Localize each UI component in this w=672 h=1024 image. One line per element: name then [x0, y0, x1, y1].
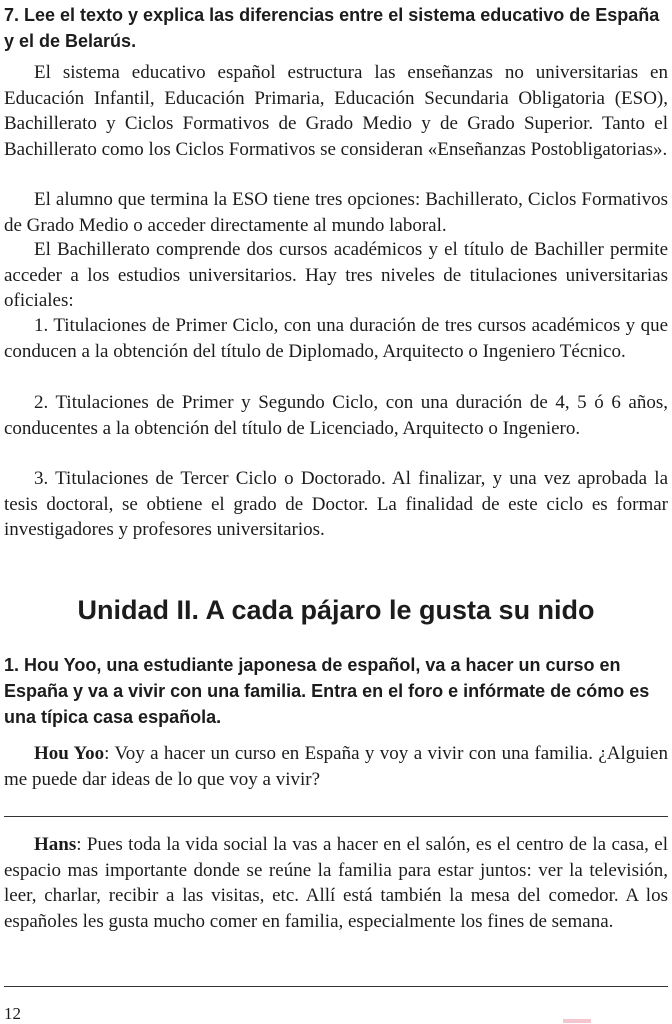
post-author: Hou Yoo — [34, 743, 105, 764]
post-text: : Voy a hacer un curso en España y voy a vivir con una familia. ¿Alguien me puede dar ideas de lo que voy a vivir? — [4, 743, 668, 790]
page-number: 12 — [4, 1004, 21, 1023]
exercise-7-paragraph-5: 2. Titulaciones de Primer y Segundo Ciclo, con una duración de 4, 5 ó 6 años, conducentes a la obtención del título de Licenciado, Arquitecto o Ingeniero. — [4, 392, 668, 439]
exercise-7-paragraph-6: 3. Titulaciones de Tercer Ciclo o Doctorado. Al finalizar, y una vez aprobada la tesis doctoral, se obtiene el grado de Doctor. La finalidad de este ciclo es formar investigadores y profesores universitarios. — [4, 468, 668, 540]
exercise-7-heading: 7. Lee el texto y explica las diferencias entre el sistema educativo de España y el de Belarús. — [4, 5, 660, 51]
forum-divider — [4, 816, 668, 817]
forum-post-hou-yoo — [4, 741, 668, 792]
unit-title: Unidad II. A cada pájaro le gusta su nido — [77, 595, 595, 625]
exercise-7-paragraph-2: El alumno que termina la ESO tiene tres opciones: Bachillerato, Ciclos Formativos de Grado Medio o acceder directamente al mundo laboral. — [4, 189, 668, 236]
exercise-7-paragraph-1: El sistema educativo español estructura las enseñanzas no universitarias en Educación Infantil, Educación Primaria, Educación Secundaria Obligatoria (ESO), Bachillerato y Ciclos Formativos de Grado Medio y de Grado Superior. Tanto el Bachillerato como los Ciclos Formativos se consideran «Enseñanzas Postobligatorias». — [4, 62, 668, 160]
footer-divider — [4, 986, 668, 987]
post-author: Hans — [34, 834, 77, 855]
pink-mark — [563, 1019, 591, 1023]
exercise-7-paragraph-4: 1. Titulaciones de Primer Ciclo, con una duración de tres cursos académicos y que conducen a la obtención del título de Diplomado, Arquitecto o Ingeniero Técnico. — [4, 315, 668, 362]
exercise-7-paragraph-3: El Bachillerato comprende dos cursos académicos y el título de Bachiller permite acceder a los estudios universitarios. Hay tres niveles de titulaciones universitarias oficiales: — [4, 239, 668, 311]
forum-post-hans — [4, 832, 668, 934]
exercise-1-heading: 1. Hou Yoo, una estudiante japonesa de español, va a hacer un curso en España y va a vivir con una familia. Entra en el foro e infórmate de cómo es una típica casa española. — [4, 655, 650, 727]
post-text: : Pues toda la vida social la vas a hacer en el salón, es el centro de la casa, el espacio mas importante donde se reúne la familia para estar juntos: ver la televisión, leer, charlar, recibir a las visitas, etc. Allí está también la mesa del comedor. A los españoles les gusta mucho comer en familia, especialmente los fines de semana. — [4, 834, 668, 932]
